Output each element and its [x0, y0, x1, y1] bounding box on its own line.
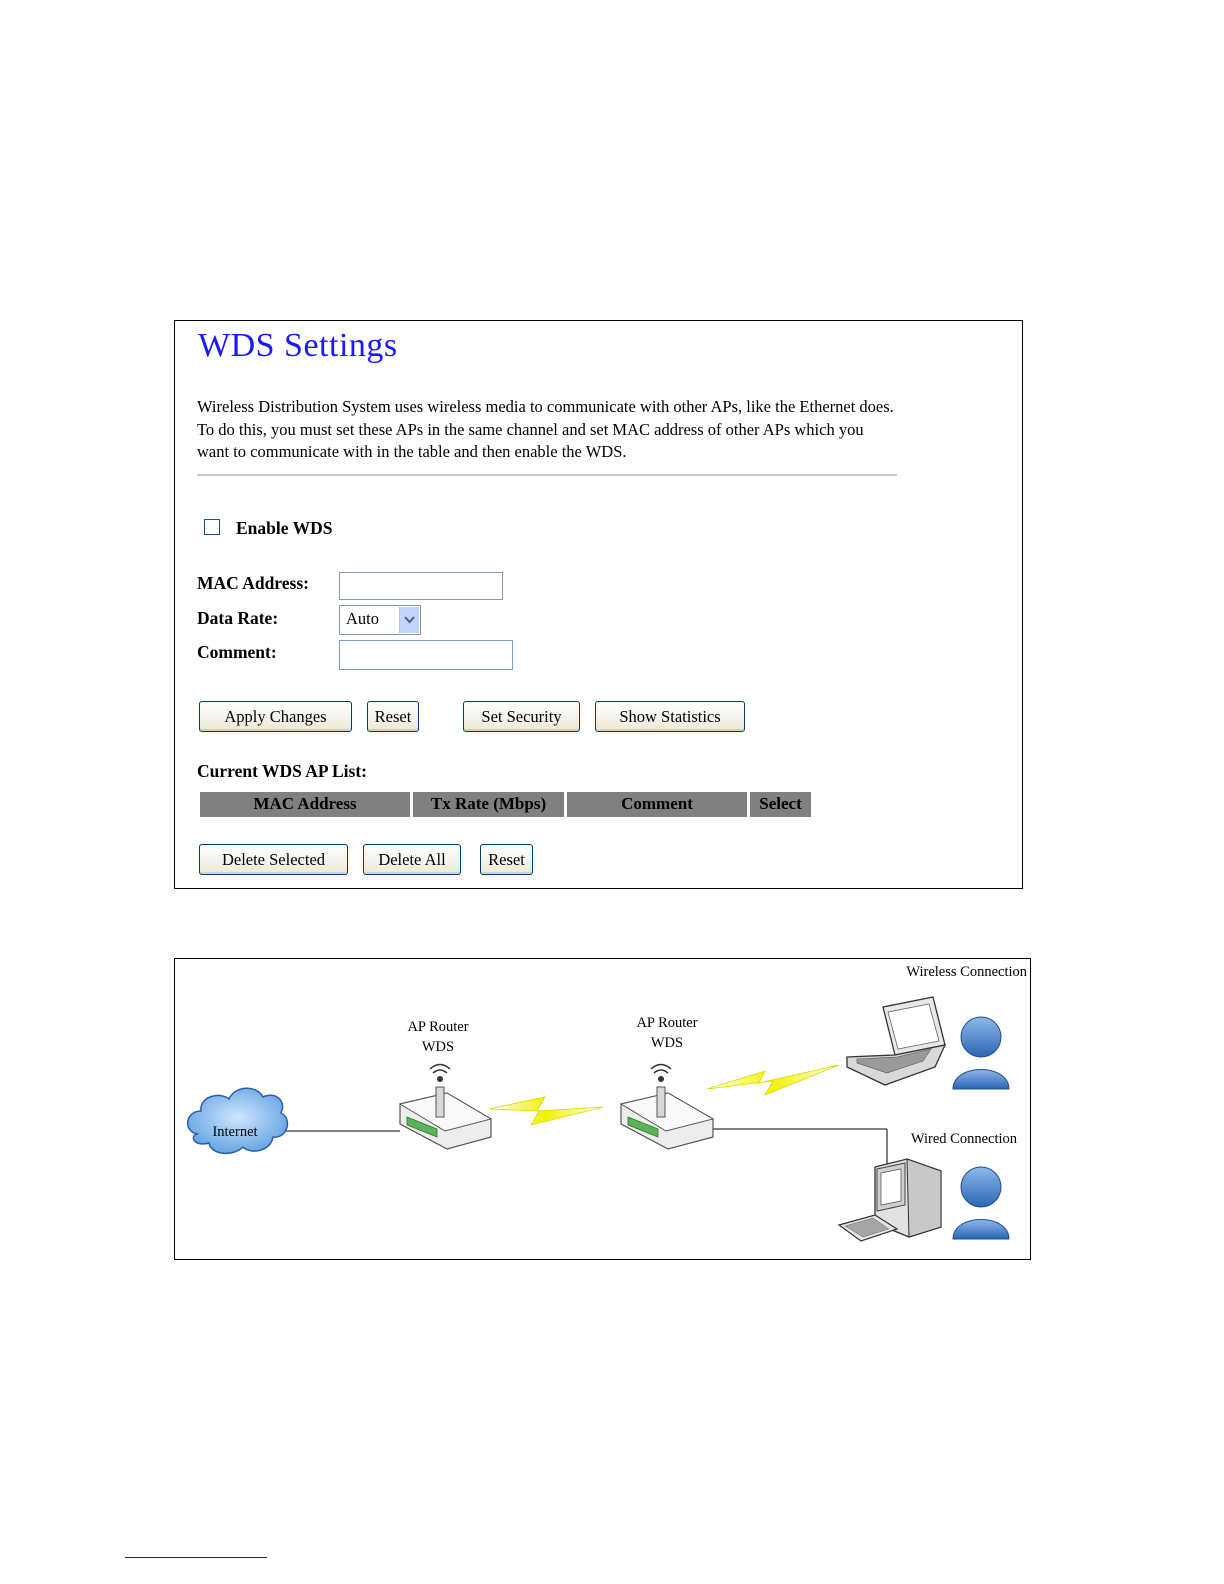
column-header-comment: Comment: [567, 792, 747, 817]
network-diagram: [174, 958, 1031, 1260]
column-header-tx-rate: Tx Rate (Mbps): [413, 792, 564, 817]
data-rate-label: Data Rate:: [197, 608, 279, 628]
page-title: WDS Settings: [198, 327, 398, 364]
wireless-connection-label: Wireless Connection: [906, 964, 1027, 980]
divider: [197, 474, 897, 476]
column-header-mac-address: MAC Address: [200, 792, 410, 817]
data-rate-value: Auto: [346, 609, 379, 628]
router-1-label: AP Router: [407, 1019, 469, 1035]
wired-connection-label: Wired Connection: [910, 1131, 1017, 1147]
delete-all-button[interactable]: Delete All: [363, 844, 461, 875]
user-icon: [953, 1017, 1009, 1089]
wds-ap-list-label: Current WDS AP List:: [197, 761, 367, 781]
footer-link-line: [125, 1557, 267, 1558]
delete-selected-button[interactable]: Delete Selected: [199, 844, 348, 875]
column-header-select: Select: [750, 792, 811, 817]
enable-wds-label: Enable WDS: [236, 518, 333, 538]
reset-button[interactable]: Reset: [367, 701, 419, 732]
router-1-mode-label: WDS: [421, 1039, 455, 1055]
cloud-icon: [188, 1088, 288, 1153]
router-2-label: AP Router: [636, 1015, 698, 1031]
wds-settings-panel: [174, 320, 1023, 889]
description-text: Wireless Distribution System uses wireless media to communicate with other APs, like the Ethernet does. To do this, you must set these APs in the same channel and set MAC address of other APs which you want to communicate with in the table and then enable the WDS.: [197, 397, 894, 461]
mac-address-label: MAC Address:: [197, 573, 309, 593]
data-rate-select[interactable]: [339, 605, 421, 635]
chevron-down-icon[interactable]: [399, 607, 419, 633]
lightning-icon: [489, 1097, 603, 1125]
enable-wds-checkbox[interactable]: [204, 519, 220, 535]
comment-input[interactable]: [339, 640, 513, 670]
set-security-button[interactable]: Set Security: [463, 701, 580, 732]
router-2-mode-label: WDS: [650, 1035, 684, 1051]
laptop-icon: [847, 997, 945, 1085]
lightning-icon: [707, 1065, 839, 1095]
reset-list-button[interactable]: Reset: [480, 844, 533, 875]
apply-changes-button[interactable]: Apply Changes: [199, 701, 352, 732]
show-statistics-button[interactable]: Show Statistics: [595, 701, 745, 732]
router-icon: [621, 1065, 713, 1150]
comment-label: Comment:: [197, 642, 277, 662]
mac-address-input[interactable]: [339, 572, 503, 600]
user-icon: [953, 1167, 1009, 1239]
internet-label: Internet: [212, 1124, 258, 1140]
desktop-computer-icon: [839, 1159, 941, 1241]
router-icon: [400, 1065, 491, 1150]
